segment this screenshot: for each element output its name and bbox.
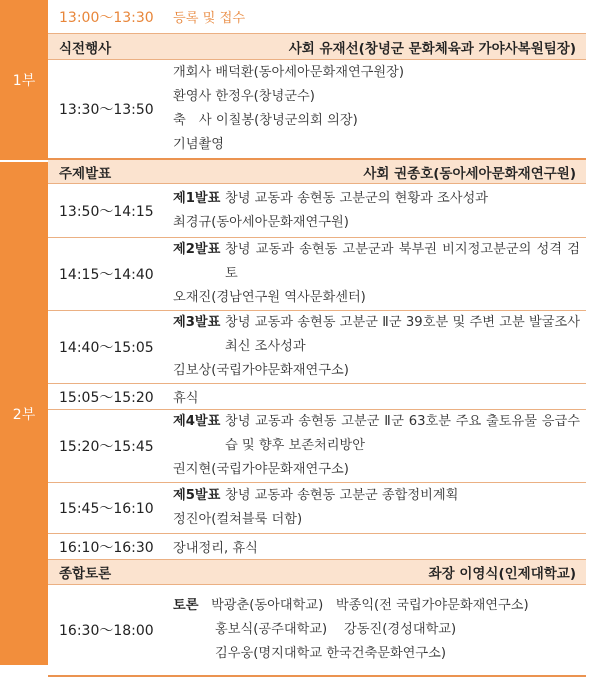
presentation-1-row (48, 184, 586, 238)
presentation-4-time: 15:20～15:45 (59, 439, 154, 455)
presentation-2-title: 창녕 교동과 송현동 고분군과 북부권 비지정고분군의 성격 검토 (225, 242, 580, 281)
presentation-3-speaker: 김보상(국립가야문화재연구소) (173, 363, 349, 378)
discussant-1: 박광춘(동아대학교) (211, 598, 324, 613)
discussant-3: 홍보식(공주대학교) (215, 622, 328, 637)
presentation-1-label: 제1발표 (173, 190, 221, 206)
ceremony-time: 13:30～13:50 (59, 102, 154, 118)
discussant-5: 김우웅(명지대학교 한국건축문화연구소) (215, 646, 447, 661)
presentation-3-row (48, 311, 586, 384)
break-title: 휴식 (173, 391, 199, 406)
part-1-label: 1부 (0, 0, 48, 160)
presentation-5-speaker: 정진아(컬쳐블룩 더함) (173, 512, 303, 527)
registration-time: 13:00～13:30 (59, 9, 154, 26)
presentation-5-body (163, 483, 586, 533)
ceremony-line-welcome: 환영사 한정우(창녕군수) (173, 89, 315, 104)
discussion-line-2 (173, 618, 580, 642)
discussant-2: 박종익(전 국립가야문화재연구소) (335, 598, 529, 613)
discussion-time: 16:30～18:00 (59, 623, 154, 639)
part-sidebar (0, 0, 48, 665)
presentation-1-speaker: 최경규(동아세아문화재연구원) (173, 214, 349, 230)
presentation-2-label: 제2발표 (173, 242, 221, 257)
cleanup-title: 장내정리, 휴식 (173, 541, 258, 556)
presentation-1-time: 13:50～14:15 (59, 203, 154, 220)
talks-header-host: 사회 권종호(동아세아문화재연구원) (363, 165, 576, 182)
presentation-3-body (163, 311, 586, 383)
break-row (48, 384, 586, 410)
discussion-header (48, 560, 586, 585)
discussion-body (163, 585, 586, 675)
ceremony-line-photo: 기념촬영 (173, 137, 224, 152)
presentation-2-body (163, 238, 586, 310)
presentation-3-title: 창녕 교동과 송현동 고분군 Ⅱ군 39호분 및 주변 고분 발굴조사 최신 조사성과 (225, 315, 580, 354)
presentation-4-row (48, 410, 586, 483)
ceremony-header-host: 사회 유재선(창녕군 문화체육과 가야사복원팀장) (288, 40, 576, 57)
presentation-5-row (48, 483, 586, 534)
presentation-3-label: 제3발표 (173, 315, 221, 330)
discussion-label: 토론 (173, 598, 199, 613)
ceremony-row (48, 60, 586, 160)
presentation-5-time: 15:45～16:10 (59, 501, 154, 517)
part-2-label: 2부 (0, 162, 48, 665)
presentation-2-speaker: 오재진(경남연구원 역사문화센터) (173, 290, 366, 305)
talks-header (48, 160, 586, 184)
discussion-row (48, 585, 586, 677)
presentation-4-title: 창녕 교동과 송현동 고분군 Ⅱ군 63호분 주요 출토유물 응급수습 및 향후 보존처리방안 (225, 414, 580, 453)
presentation-1-title: 창녕 교동과 송현동 고분군의 현황과 조사성과 (225, 190, 489, 206)
ceremony-header (48, 34, 586, 60)
ceremony-line-opening: 개회사 배덕환(동아세아문화재연구원장) (173, 65, 405, 80)
presentation-4-label: 제4발표 (173, 414, 221, 429)
schedule-table (48, 0, 586, 677)
cleanup-time: 16:10～16:30 (59, 539, 154, 556)
registration-title: 등록 및 접수 (173, 11, 246, 26)
discussion-line-3 (173, 642, 580, 666)
ceremony-body (163, 60, 586, 158)
break-time: 15:05～15:20 (59, 389, 154, 406)
discussion-header-chair: 좌장 이영식(인제대학교) (428, 566, 576, 582)
presentation-3-time: 14:40～15:05 (59, 340, 154, 356)
presentation-2-time: 14:15～14:40 (59, 267, 154, 283)
presentation-2-row (48, 238, 586, 311)
presentation-1-body (163, 184, 586, 237)
presentation-5-title: 창녕 교동과 송현동 고분군 종합정비계획 (225, 488, 459, 503)
presentation-5-label: 제5발표 (173, 488, 221, 503)
ceremony-header-title: 식전행사 (59, 40, 112, 57)
talks-header-title: 주제발표 (59, 165, 112, 182)
presentation-4-speaker: 권지현(국립가야문화재연구소) (173, 462, 349, 477)
discussant-4: 강동진(경성대학교) (343, 622, 457, 637)
discussion-line-1 (173, 594, 580, 618)
ceremony-line-congrats: 축 사 이칠봉(창녕군의회 의장) (173, 113, 358, 128)
registration-row (48, 0, 586, 34)
cleanup-row (48, 534, 586, 560)
presentation-4-body (163, 410, 586, 482)
discussion-header-title: 종합토론 (59, 566, 112, 582)
